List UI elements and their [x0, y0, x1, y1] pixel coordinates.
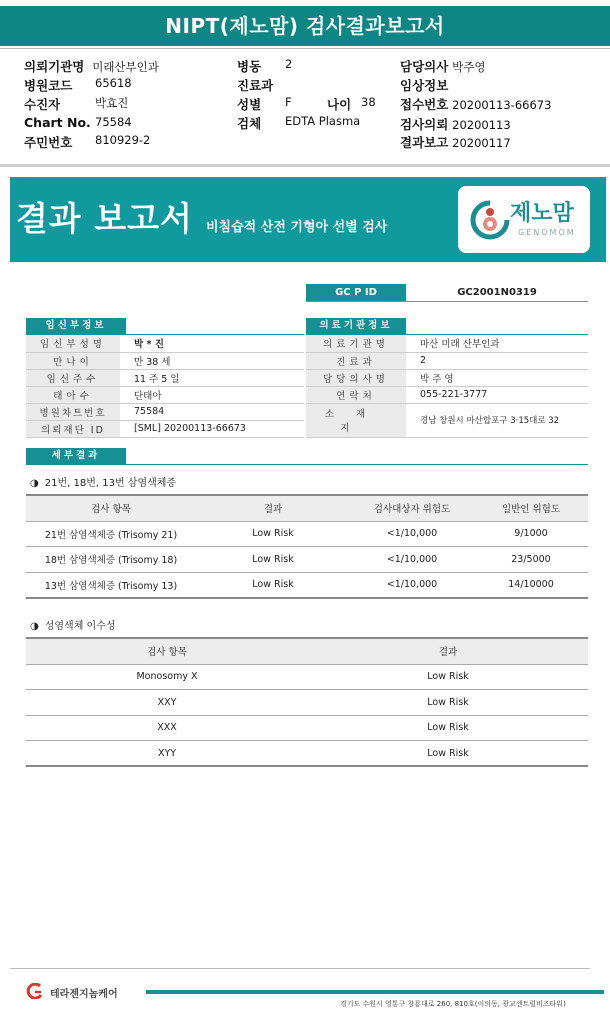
table-row — [26, 715, 588, 741]
company-address: 경기도 수원시 영통구 창룡대로 260, 810호(이의동, 광교센트럴비즈타워) — [340, 1000, 566, 1008]
table-cell-label: 진료과 — [306, 352, 406, 369]
table-cell-label: 연락처 — [306, 386, 406, 403]
institution-info-table — [306, 335, 588, 438]
table-cell-label: 병원차트번호 — [26, 403, 120, 420]
table-cell-value: 단태아 — [120, 386, 304, 403]
table-cell-label: 담당의사명 — [306, 369, 406, 386]
divider — [10, 968, 590, 969]
table-row — [26, 547, 588, 573]
gcpid-label: GC P ID — [306, 284, 406, 301]
chart-no-field — [24, 115, 132, 130]
request-date-label: 검사의뢰 — [400, 117, 449, 132]
institution-label: 의뢰기관명 — [24, 59, 85, 74]
age-field — [327, 95, 376, 113]
pregnant-info-title: 임신부정보 — [26, 318, 126, 334]
table-row — [26, 335, 304, 352]
table-cell: Low Risk — [196, 572, 350, 598]
ward-value: 2 — [285, 57, 293, 71]
pregnant-info-table — [26, 335, 304, 438]
divider — [0, 164, 610, 167]
table-row — [26, 386, 304, 403]
result-banner — [10, 177, 606, 262]
table-cell-value: 11 주 5 일 — [120, 369, 304, 386]
trisomy-title — [30, 474, 176, 489]
table-cell-label: 의료기관명 — [306, 335, 406, 352]
column-header: 검사대상자 위험도 — [350, 495, 474, 521]
department-field — [237, 76, 273, 94]
sex-chromosome-title-text: 성염색체 이수성 — [44, 621, 116, 632]
banner-title: 결과 보고서 — [16, 199, 193, 238]
table-cell: 9/1000 — [474, 521, 588, 547]
banner-subtitle: 비침습적 산전 기형아 선별 검사 — [206, 220, 388, 235]
table-cell: 13번 삼염색체증 (Trisomy 13) — [26, 572, 196, 598]
table-cell: 21번 삼염색체증 (Trisomy 21) — [26, 521, 196, 547]
resident-no-value: 810929-2 — [95, 133, 151, 147]
table-row — [26, 403, 304, 420]
footer-bar — [146, 990, 604, 994]
institution-field — [24, 57, 159, 75]
department-label: 진료과 — [237, 78, 274, 93]
table-cell: Monosomy X — [26, 664, 308, 690]
specimen-field — [237, 114, 361, 132]
table-row — [26, 741, 588, 767]
age-label: 나이 — [327, 97, 352, 112]
patient-label: 수진자 — [24, 97, 61, 112]
trisomy-table — [26, 494, 588, 599]
genomom-logo-icon — [470, 200, 510, 240]
column-header: 결과 — [308, 638, 588, 664]
table-cell: <1/10,000 — [350, 521, 474, 547]
logo-subtext: GENOMOM — [518, 228, 576, 237]
receipt-no-field — [400, 95, 551, 113]
report-date-field — [400, 133, 511, 151]
genomom-logo — [458, 186, 590, 253]
table-row — [26, 690, 588, 716]
table-cell: 18번 삼염색체증 (Trisomy 18) — [26, 547, 196, 573]
table-cell-value: [SML] 20200113-66673 — [120, 420, 304, 437]
table-cell: Low Risk — [308, 664, 588, 690]
sex-chromosome-title — [30, 617, 116, 632]
hospital-code-field — [24, 76, 132, 94]
doctor-field — [400, 57, 485, 75]
report-date-label: 결과보고 — [400, 135, 449, 150]
table-cell: Low Risk — [196, 521, 350, 547]
receipt-no-label: 접수번호 — [400, 97, 449, 112]
table-row — [26, 664, 588, 690]
table-cell-value: 경남 창원시 마산합포구 3·15대로 32 — [406, 403, 588, 437]
table-cell: Low Risk — [308, 741, 588, 767]
table-cell: XXX — [26, 715, 308, 741]
report-title: NIPT(제노맘) 검사결과보고서 — [0, 6, 610, 46]
table-cell: XXY — [26, 690, 308, 716]
company-name: 테라젠지놈케어 — [50, 989, 118, 1000]
table-cell: 14/10000 — [474, 572, 588, 598]
sex-value: F — [285, 95, 292, 109]
table-cell: XYY — [26, 741, 308, 767]
table-header-row — [26, 495, 588, 521]
table-header-row — [26, 638, 588, 664]
company-logo — [26, 983, 156, 999]
ward-field — [237, 57, 293, 75]
table-cell-label: 임신부성명 — [26, 335, 120, 352]
logo-name: 제노맘 — [510, 201, 574, 226]
sex-field — [237, 95, 292, 113]
clinical-info-field — [400, 76, 448, 94]
company-logo-icon — [26, 983, 46, 999]
chart-no-value: 75584 — [95, 115, 132, 129]
table-cell: Low Risk — [308, 715, 588, 741]
half-circle-icon: ◑ — [30, 478, 39, 489]
table-cell-value: 박 * 진 — [120, 335, 304, 352]
divider — [306, 301, 588, 302]
table-row — [26, 572, 588, 598]
table-row — [306, 352, 588, 369]
column-header: 일반인 위험도 — [474, 495, 588, 521]
table-cell-value: 만 38 세 — [120, 352, 304, 369]
specimen-label: 검체 — [237, 116, 262, 131]
specimen-value: EDTA Plasma — [285, 114, 361, 128]
table-row — [26, 420, 304, 437]
ward-label: 병동 — [237, 59, 262, 74]
column-header: 결과 — [196, 495, 350, 521]
table-cell-label: 태아수 — [26, 386, 120, 403]
table-row — [306, 335, 588, 352]
table-row — [306, 369, 588, 386]
table-cell-label: 의뢰재단 ID — [26, 420, 120, 437]
table-cell-label: 소재지 — [306, 403, 406, 437]
table-row — [306, 386, 588, 403]
doctor-value: 박주영 — [452, 60, 486, 74]
institution-value: 미래산부인과 — [92, 60, 159, 74]
detail-section-title: 세부결과 — [26, 448, 126, 464]
table-cell: <1/10,000 — [350, 572, 474, 598]
table-row — [306, 403, 588, 437]
resident-no-field — [24, 133, 151, 151]
trisomy-title-text: 21번, 18번, 13번 삼염색체증 — [44, 478, 177, 489]
table-cell-value: 75584 — [120, 403, 304, 420]
table-cell-value: 마산 미래 산부인과 — [406, 335, 588, 352]
table-cell-label: 만나이 — [26, 352, 120, 369]
table-row — [26, 521, 588, 547]
table-cell: Low Risk — [308, 690, 588, 716]
gcpid-value: GC2001N0319 — [457, 287, 537, 298]
clinical-info-label: 임상정보 — [400, 78, 449, 93]
institution-info-title: 의료기관정보 — [306, 318, 406, 334]
table-cell: Low Risk — [196, 547, 350, 573]
sex-label: 성별 — [237, 97, 262, 112]
table-cell-label: 임신주수 — [26, 369, 120, 386]
patient-value: 박효진 — [95, 96, 129, 110]
table-cell: <1/10,000 — [350, 547, 474, 573]
doctor-label: 담당의사 — [400, 59, 449, 74]
table-cell-value: 2 — [406, 352, 588, 369]
divider — [0, 48, 610, 49]
report-date-value: 20200117 — [452, 136, 511, 150]
request-date-value: 20200113 — [452, 118, 511, 132]
table-row — [26, 369, 304, 386]
request-date-field — [400, 115, 511, 133]
divider — [26, 464, 588, 465]
resident-no-label: 주민번호 — [24, 135, 73, 150]
half-circle-icon: ◑ — [30, 621, 39, 632]
sex-chromosome-table — [26, 637, 588, 767]
hospital-code-label: 병원코드 — [24, 78, 73, 93]
chart-no-label: Chart No. — [24, 115, 91, 130]
patient-field — [24, 95, 129, 113]
table-cell-value: 박 주 영 — [406, 369, 588, 386]
hospital-code-value: 65618 — [95, 76, 132, 90]
table-cell: 23/5000 — [474, 547, 588, 573]
table-row — [26, 352, 304, 369]
age-value: 38 — [361, 95, 376, 109]
column-header: 검사 항목 — [26, 638, 308, 664]
table-cell-value: 055-221-3777 — [406, 386, 588, 403]
receipt-no-value: 20200113-66673 — [452, 98, 552, 112]
column-header: 검사 항목 — [26, 495, 196, 521]
